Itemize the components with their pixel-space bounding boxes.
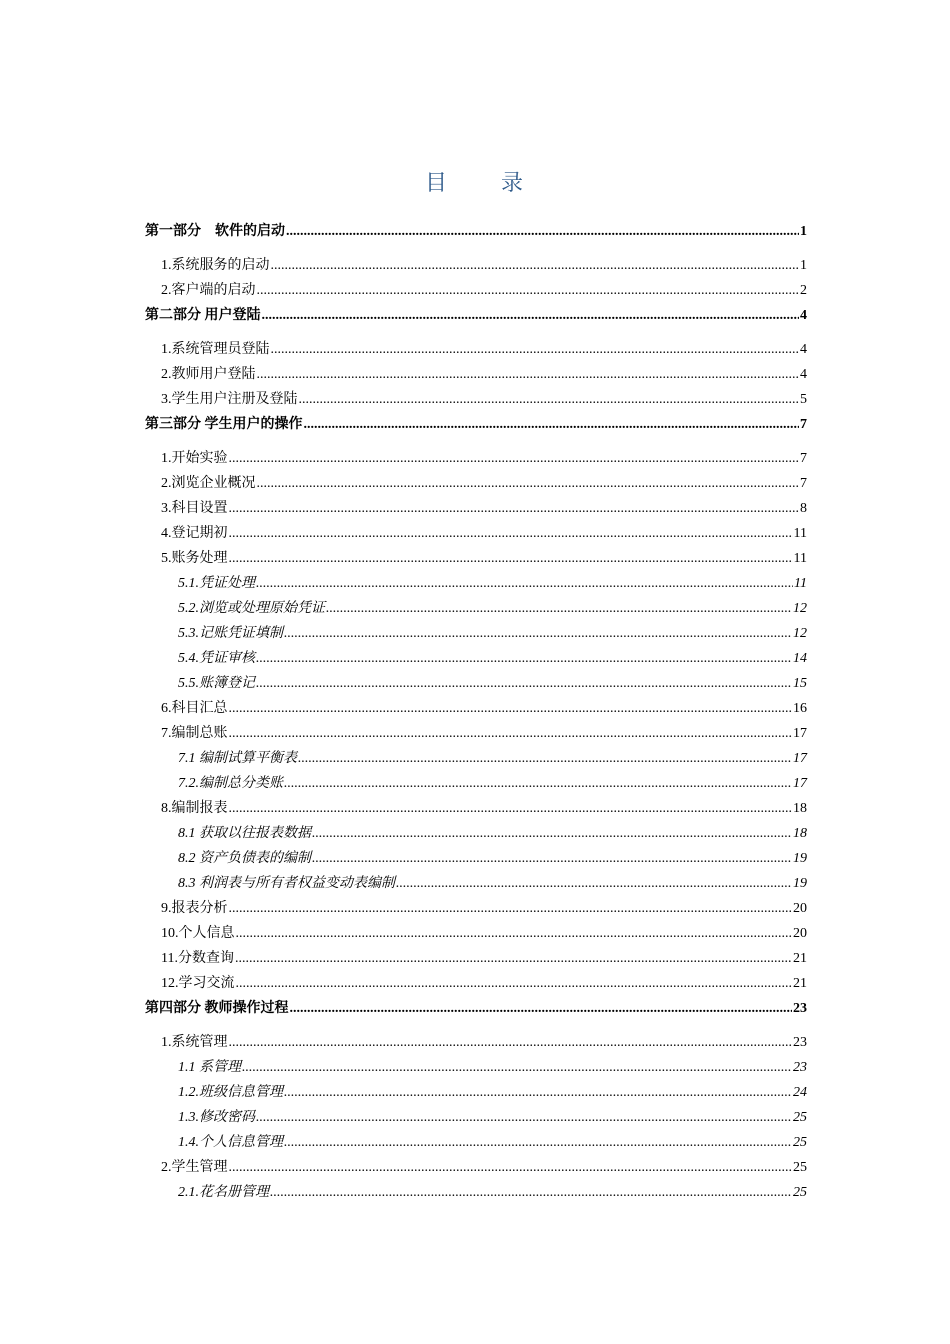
toc-entry-label: 12.学习交流 <box>161 976 235 991</box>
title-char-1: 目 <box>424 171 449 196</box>
toc-leader-dots <box>271 258 800 274</box>
toc-leader-dots <box>229 451 800 467</box>
toc-entry-label: 1.2.班级信息管理 <box>178 1085 283 1100</box>
toc-entry-label: 第二部分 用户登陆 <box>145 308 261 323</box>
toc-entry[interactable] <box>145 497 807 522</box>
toc-part-entry[interactable] <box>145 220 807 245</box>
toc-part-entry[interactable] <box>145 413 807 438</box>
toc-leader-dots <box>286 224 799 240</box>
toc-part-entry[interactable] <box>145 304 807 329</box>
toc-entry-page: 23 <box>793 1001 807 1016</box>
toc-entry-label: 8.1 获取以往报表数据 <box>178 826 311 841</box>
toc-entry[interactable] <box>145 1056 807 1081</box>
toc-entry-page: 17 <box>793 776 807 791</box>
toc-leader-dots <box>256 1110 792 1126</box>
toc-leader-dots <box>236 926 793 942</box>
toc-leader-dots <box>284 776 792 792</box>
toc-entry-label: 2.教师用户登陆 <box>161 367 256 382</box>
toc-entry-label: 第四部分 教师操作过程 <box>145 1001 289 1016</box>
toc-entry-page: 7 <box>800 476 807 491</box>
toc-entry-page: 23 <box>793 1035 807 1050</box>
toc-leader-dots <box>262 308 800 324</box>
toc-entry-label: 1.系统服务的启动 <box>161 258 270 273</box>
toc-entry-label: 5.3.记账凭证填制 <box>178 626 283 641</box>
toc-entry-page: 1 <box>800 224 807 239</box>
toc-entry[interactable] <box>145 772 807 797</box>
toc-leader-dots <box>299 392 800 408</box>
toc-entry[interactable] <box>145 1156 807 1181</box>
toc-entry-page: 23 <box>793 1060 807 1075</box>
toc-leader-dots <box>312 851 792 867</box>
toc-entry-label: 8.2 资产负债表的编制 <box>178 851 311 866</box>
toc-leader-dots <box>229 901 793 917</box>
toc-entry-label: 第三部分 学生用户的操作 <box>145 417 303 432</box>
toc-entry-label: 1.系统管理 <box>161 1035 228 1050</box>
toc-entry-page: 25 <box>793 1185 807 1200</box>
toc-entry-label: 第一部分 软件的启动 <box>145 224 285 239</box>
toc-leader-dots <box>290 1001 793 1017</box>
toc-entry[interactable] <box>145 338 807 363</box>
toc-entry[interactable] <box>145 447 807 472</box>
toc-entry-page: 17 <box>793 751 807 766</box>
toc-entry[interactable] <box>145 254 807 279</box>
toc-entry-label: 5.账务处理 <box>161 551 228 566</box>
toc-entry-page: 4 <box>800 367 807 382</box>
toc-entry[interactable] <box>145 672 807 697</box>
toc-entry-page: 19 <box>793 876 807 891</box>
toc-leader-dots <box>229 551 793 567</box>
toc-entry-label: 10.个人信息 <box>161 926 235 941</box>
toc-entry[interactable] <box>145 797 807 822</box>
page-title <box>0 166 950 197</box>
toc-leader-dots <box>229 1035 793 1051</box>
toc-entry[interactable] <box>145 647 807 672</box>
toc-entry-page: 21 <box>793 976 807 991</box>
toc-entry-page: 25 <box>793 1110 807 1125</box>
toc-entry-page: 25 <box>793 1135 807 1150</box>
toc-entry-label: 1.1 系管理 <box>178 1060 241 1075</box>
toc-entry[interactable] <box>145 1131 807 1156</box>
table-of-contents <box>145 220 807 1206</box>
title-char-2: 录 <box>501 171 526 196</box>
toc-entry-label: 11.分数查询 <box>161 951 234 966</box>
toc-entry-label: 5.1.凭证处理 <box>178 576 255 591</box>
toc-leader-dots <box>271 342 800 358</box>
toc-leader-dots <box>229 726 793 742</box>
toc-leader-dots <box>235 951 792 967</box>
toc-entry-page: 19 <box>793 851 807 866</box>
toc-entry-label: 9.报表分析 <box>161 901 228 916</box>
toc-entry-label: 4.登记期初 <box>161 526 228 541</box>
toc-entry[interactable] <box>145 1031 807 1056</box>
toc-entry[interactable] <box>145 1106 807 1131</box>
toc-leader-dots <box>256 576 793 592</box>
toc-leader-dots <box>270 1185 792 1201</box>
toc-entry-page: 24 <box>793 1085 807 1100</box>
toc-leader-dots <box>304 417 800 433</box>
toc-entry-label: 3.科目设置 <box>161 501 228 516</box>
toc-entry-page: 14 <box>793 651 807 666</box>
toc-leader-dots <box>257 283 800 299</box>
toc-entry-page: 4 <box>800 342 807 357</box>
toc-entry-page: 7 <box>800 417 807 432</box>
toc-leader-dots <box>256 676 792 692</box>
toc-entry-label: 5.4.凭证审核 <box>178 651 255 666</box>
toc-entry-page: 18 <box>793 826 807 841</box>
toc-entry[interactable] <box>145 697 807 722</box>
toc-entry-label: 2.客户端的启动 <box>161 283 256 298</box>
toc-entry[interactable] <box>145 572 807 597</box>
toc-leader-dots <box>229 526 793 542</box>
toc-entry-page: 12 <box>793 626 807 641</box>
toc-leader-dots <box>257 367 800 383</box>
toc-entry-page: 2 <box>800 283 807 298</box>
toc-entry-page: 21 <box>793 951 807 966</box>
toc-leader-dots <box>257 476 800 492</box>
toc-entry-label: 2.浏览企业概况 <box>161 476 256 491</box>
toc-entry-label: 6.科目汇总 <box>161 701 228 716</box>
toc-entry[interactable] <box>145 947 807 972</box>
toc-entry[interactable] <box>145 388 807 413</box>
toc-leader-dots <box>229 1160 793 1176</box>
toc-entry-label: 7.2.编制总分类账 <box>178 776 283 791</box>
toc-entry-page: 16 <box>793 701 807 716</box>
toc-entry-page: 15 <box>793 676 807 691</box>
toc-entry[interactable] <box>145 279 807 304</box>
toc-entry-label: 1.4.个人信息管理 <box>178 1135 283 1150</box>
toc-entry-page: 11 <box>793 551 807 566</box>
toc-entry-page: 11 <box>794 576 807 591</box>
toc-entry-page: 4 <box>800 308 807 323</box>
toc-entry-label: 8.编制报表 <box>161 801 228 816</box>
toc-entry-label: 3.学生用户注册及登陆 <box>161 392 298 407</box>
toc-entry-label: 5.2.浏览或处理原始凭证 <box>178 601 325 616</box>
toc-entry-page: 7 <box>800 451 807 466</box>
toc-leader-dots <box>256 651 792 667</box>
toc-entry[interactable] <box>145 747 807 772</box>
toc-entry-page: 25 <box>793 1160 807 1175</box>
toc-entry[interactable] <box>145 1181 807 1206</box>
toc-entry-label: 1.3.修改密码 <box>178 1110 255 1125</box>
toc-leader-dots <box>236 976 793 992</box>
toc-entry[interactable] <box>145 872 807 897</box>
toc-entry[interactable] <box>145 547 807 572</box>
toc-leader-dots <box>298 751 792 767</box>
toc-entry[interactable] <box>145 897 807 922</box>
toc-part-entry[interactable] <box>145 997 807 1022</box>
toc-entry-page: 5 <box>800 392 807 407</box>
toc-leader-dots <box>312 826 792 842</box>
toc-entry-page: 18 <box>793 801 807 816</box>
toc-leader-dots <box>229 801 793 817</box>
toc-leader-dots <box>229 701 793 717</box>
toc-entry-label: 1.系统管理员登陆 <box>161 342 270 357</box>
toc-entry-label: 7.编制总账 <box>161 726 228 741</box>
toc-leader-dots <box>229 501 800 517</box>
toc-entry-label: 2.学生管理 <box>161 1160 228 1175</box>
toc-entry[interactable] <box>145 472 807 497</box>
toc-leader-dots <box>284 1135 792 1151</box>
toc-entry-page: 1 <box>800 258 807 273</box>
toc-entry[interactable] <box>145 363 807 388</box>
toc-entry[interactable] <box>145 622 807 647</box>
toc-leader-dots <box>284 1085 792 1101</box>
toc-entry-label: 7.1 编制试算平衡表 <box>178 751 297 766</box>
toc-entry[interactable] <box>145 722 807 747</box>
toc-entry-page: 12 <box>793 601 807 616</box>
toc-entry-label: 1.开始实验 <box>161 451 228 466</box>
toc-entry[interactable] <box>145 847 807 872</box>
toc-entry[interactable] <box>145 597 807 622</box>
toc-entry-label: 5.5.账簿登记 <box>178 676 255 691</box>
toc-entry-page: 20 <box>793 926 807 941</box>
toc-entry[interactable] <box>145 822 807 847</box>
toc-leader-dots <box>242 1060 792 1076</box>
toc-entry-page: 17 <box>793 726 807 741</box>
toc-entry[interactable] <box>145 522 807 547</box>
toc-entry-page: 20 <box>793 901 807 916</box>
toc-entry-page: 8 <box>800 501 807 516</box>
toc-entry[interactable] <box>145 972 807 997</box>
toc-leader-dots <box>396 876 792 892</box>
toc-entry-page: 11 <box>793 526 807 541</box>
toc-entry[interactable] <box>145 922 807 947</box>
toc-entry[interactable] <box>145 1081 807 1106</box>
toc-leader-dots <box>326 601 792 617</box>
toc-leader-dots <box>284 626 792 642</box>
toc-entry-label: 2.1.花名册管理 <box>178 1185 269 1200</box>
toc-entry-label: 8.3 利润表与所有者权益变动表编制 <box>178 876 395 891</box>
